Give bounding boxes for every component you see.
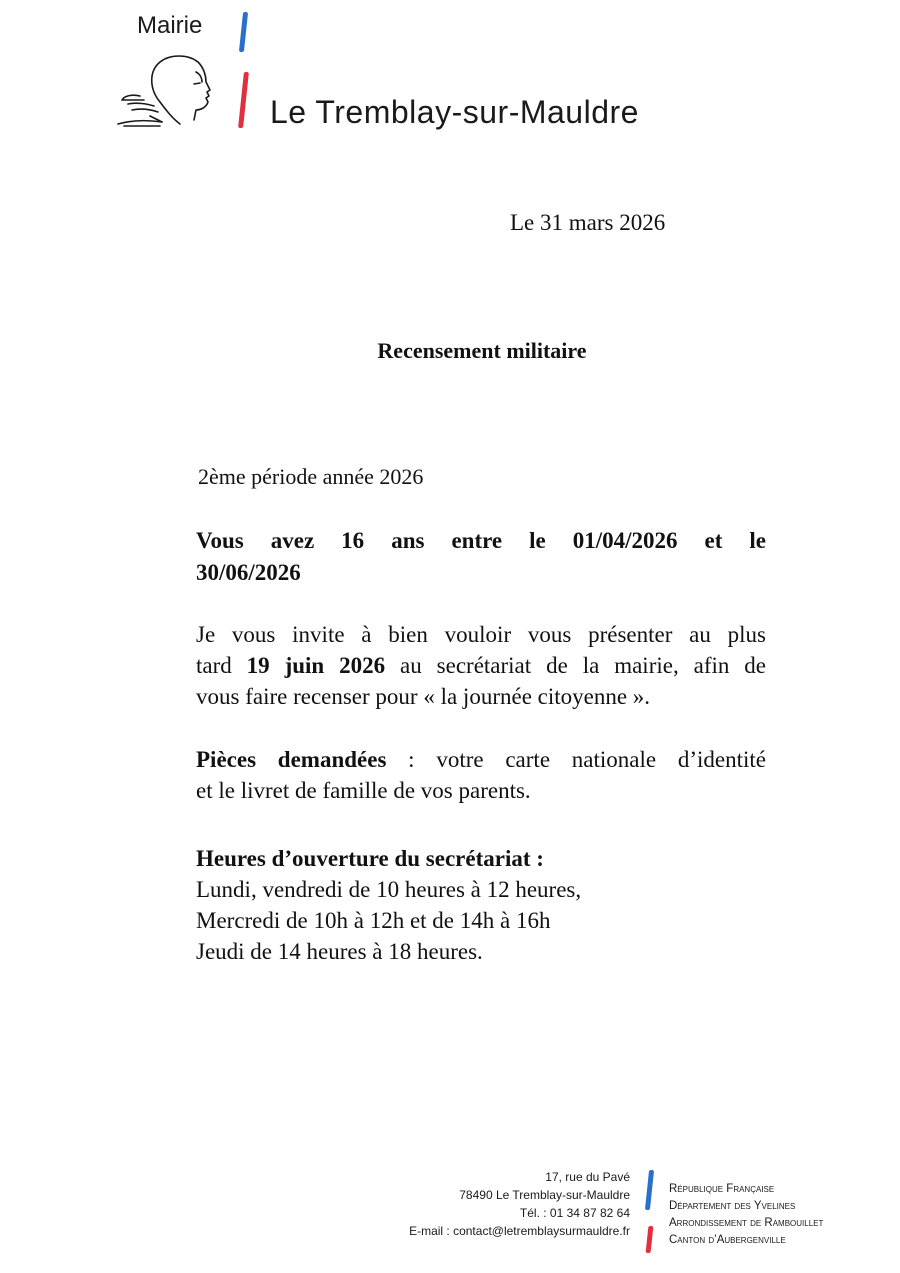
commune-name: Le Tremblay-sur-Mauldre <box>270 94 639 130</box>
admin-canton: Canton d’Aubergenville <box>669 1234 786 1246</box>
admin-department: Département des Yvelines <box>669 1200 796 1212</box>
footer-administrative <box>669 1181 823 1249</box>
required-documents-line-1 <box>196 744 766 775</box>
admin-republic: République Française <box>669 1183 775 1195</box>
flag-red-stripe <box>238 72 249 128</box>
deadline-date: 19 juin 2026 <box>246 653 386 678</box>
opening-hours-title: Heures d’ouverture du secrétariat : <box>196 846 544 871</box>
admin-arrondissement: Arrondissement de Rambouillet <box>669 1217 824 1229</box>
address-email: E-mail : contact@letremblaysurmauldre.fr <box>409 1224 630 1238</box>
address-city: 78490 Le Tremblay-sur-Mauldre <box>459 1188 630 1202</box>
invitation-pre: tard <box>196 653 247 678</box>
opening-hours-line: Lundi, vendredi de 10 heures à 12 heures, <box>196 877 582 902</box>
required-documents-text-2: et le livret de famille de vos parents. <box>196 778 531 803</box>
letter-date: Le 31 mars 2026 <box>510 210 666 235</box>
required-documents-label: Pièces demandées <box>196 747 387 772</box>
invitation-line-2 <box>196 650 766 681</box>
required-documents-text-1: : votre carte nationale d’identité <box>386 747 766 772</box>
flag-blue-stripe <box>239 12 248 52</box>
footer-flag-red-stripe <box>646 1226 654 1253</box>
invitation-line-1: Je vous invite à bien vouloir vous présenter au plus <box>196 622 766 647</box>
age-range-line-2: 30/06/2026 <box>196 560 301 585</box>
footer-address <box>409 1168 630 1240</box>
period-line: 2ème période année 2026 <box>198 464 424 489</box>
footer-flag-blue-stripe <box>645 1170 654 1210</box>
required-documents <box>196 744 766 806</box>
mairie-label: Mairie <box>137 12 203 39</box>
marianne-logo-icon <box>110 50 220 132</box>
letter-title: Recensement militaire <box>377 338 587 363</box>
age-range-line-1: Vous avez 16 ans entre le 01/04/2026 et le <box>196 528 766 553</box>
invitation-paragraph <box>196 619 766 712</box>
opening-hours <box>196 843 766 967</box>
age-range-notice <box>196 525 766 589</box>
invitation-line-3: vous faire recenser pour « la journée citoyenne ». <box>196 684 651 709</box>
address-phone: Tél. : 01 34 87 82 64 <box>519 1206 630 1220</box>
opening-hours-line: Jeudi de 14 heures à 18 heures. <box>196 939 483 964</box>
opening-hours-line: Mercredi de 10h à 12h et de 14h à 16h <box>196 908 551 933</box>
address-street: 17, rue du Pavé <box>545 1170 630 1184</box>
invitation-post: au secrétariat de la mairie, afin de <box>385 653 766 678</box>
